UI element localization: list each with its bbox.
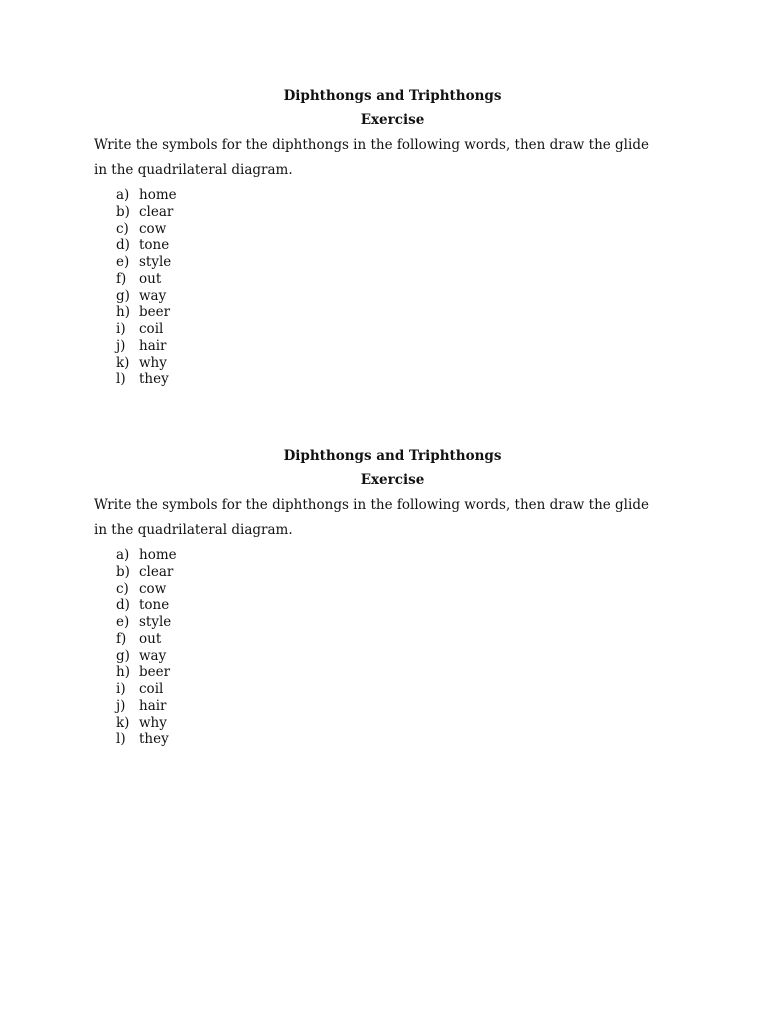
list-marker: b) [116,563,130,580]
list-item [94,254,694,271]
list-item [94,614,694,631]
list-word: style [139,254,172,270]
list-item [94,681,694,698]
list-word: tone [139,597,170,614]
list-marker: g) [116,287,130,304]
list-word: cow [139,580,167,597]
list-word: home [139,187,177,203]
list-word: home [139,547,177,563]
list-item [94,597,694,614]
list-item [94,664,694,681]
list-item [94,355,694,372]
list-word: clear [139,563,174,580]
list-word: out [139,270,162,287]
list-marker: i) [116,681,126,697]
list-word: they [139,371,169,388]
list-marker: l) [116,731,126,748]
list-marker: d) [116,597,130,614]
list-marker: k) [116,354,130,371]
list-item [94,237,694,254]
list-marker: b) [116,203,130,220]
list-marker: g) [116,647,130,664]
list-word: way [139,647,167,664]
list-word: clear [139,203,174,220]
list-word: why [139,714,167,731]
exercise-section-2 [94,446,694,748]
list-item [94,698,694,715]
list-marker: c) [116,580,129,597]
list-word: why [139,354,167,371]
list-word: hair [139,697,167,714]
list-word: hair [139,337,167,354]
list-word: style [139,614,172,630]
list-word: way [139,287,167,304]
list-item [94,288,694,305]
list-word: beer [139,664,171,681]
list-marker: a) [116,187,130,203]
list-marker: h) [116,304,130,321]
list-word: out [139,630,162,647]
list-marker: e) [116,254,130,270]
section-subtitle: Exercise [360,472,425,488]
list-word: tone [139,237,170,254]
section-title: Diphthongs and Triphthongs [283,88,502,104]
list-marker: k) [116,714,130,731]
list-item [94,221,694,238]
list-marker: a) [116,547,130,563]
list-marker: f) [116,630,127,647]
list-item [94,187,694,204]
list-word: beer [139,304,171,321]
list-marker: c) [116,220,129,237]
instructions-text: Write the symbols for the diphthongs in the following words, then draw the glide in the quadrilateral diagram. [94,497,649,538]
instructions-text: Write the symbols for the diphthongs in the following words, then draw the glide in the quadrilateral diagram. [94,137,649,178]
list-item [94,715,694,732]
list-marker: d) [116,237,130,254]
list-marker: e) [116,614,130,630]
list-item [94,581,694,598]
word-list [94,547,694,748]
list-item [94,304,694,321]
list-word: coil [139,321,164,337]
list-word: they [139,731,169,748]
list-item [94,338,694,355]
list-item [94,564,694,581]
list-item [94,648,694,665]
list-marker: l) [116,371,126,388]
list-item [94,547,694,564]
list-marker: j) [116,697,126,714]
list-item [94,731,694,748]
exercise-section-1 [94,86,694,388]
list-item [94,371,694,388]
word-list [94,187,694,388]
list-item [94,321,694,338]
list-word: cow [139,220,167,237]
list-marker: h) [116,664,130,681]
list-marker: j) [116,337,126,354]
list-item [94,631,694,648]
list-item [94,204,694,221]
section-subtitle: Exercise [360,112,425,128]
list-marker: f) [116,270,127,287]
list-item [94,271,694,288]
list-marker: i) [116,321,126,337]
list-word: coil [139,681,164,697]
section-title: Diphthongs and Triphthongs [283,448,502,464]
